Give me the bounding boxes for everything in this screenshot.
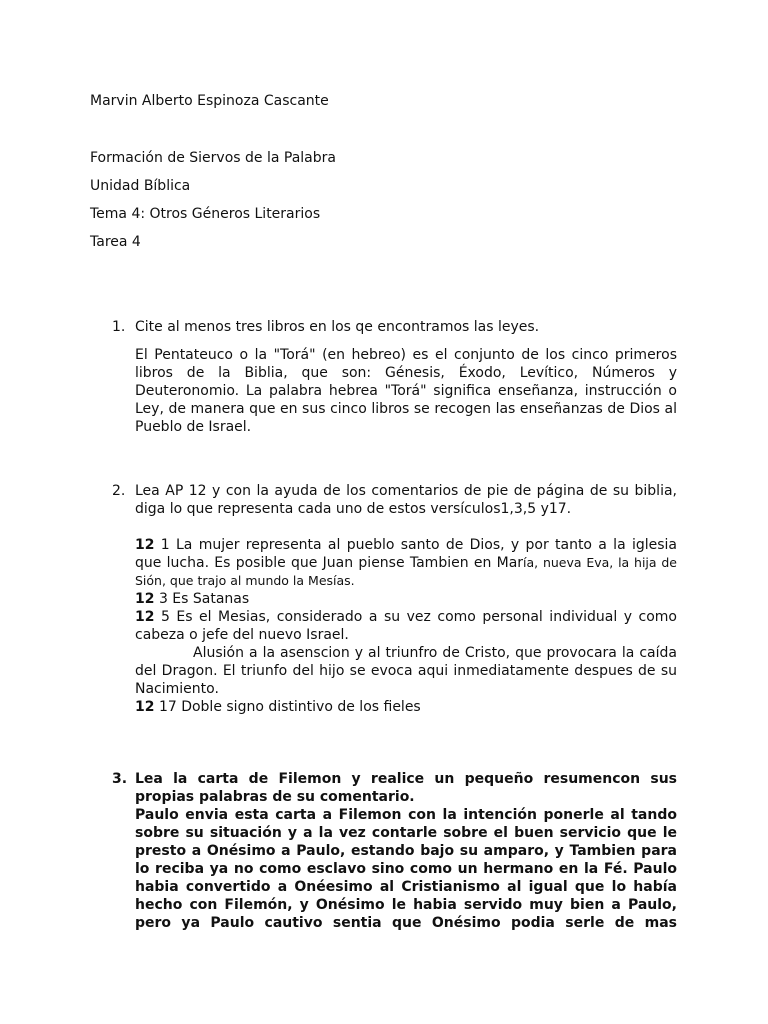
question-3: Lea la carta de Filemon y realice un pequeño resumencon sus propias palabras de su comentario. xyxy=(135,771,677,805)
question-2: Lea AP 12 y con la ayuda de los comentarios de pie de página de su biblia, diga lo que representa cada uno de estos versículos1,3,5 y17. xyxy=(135,483,677,517)
verse-1-text: 1 La mujer representa al pueblo santo de Dios, y por tanto a la iglesia que lucha. Es posible que Juan piense Tambien en Mar xyxy=(135,537,678,571)
item-number: 2. xyxy=(112,483,126,499)
course-title: Formación de Siervos de la Palabra xyxy=(90,150,336,166)
item-number: 1. xyxy=(112,319,126,335)
answer-3: Paulo envia esta carta a Filemon con la intención ponerle al tando sobre su situación y a la vez contarle sobre el buen servicio que le presto a Onésimo a Paulo, estando bajo su amparo, y Tambien para lo reciba ya no como esclavo sino como un hermano en la Fé. Paulo habia convertido a Onéesimo al Cristianismo al igual que lo había hecho con Filemón, y Onésimo le habia servido muy bien a Paulo, pero ya Paulo cautivo sentia que Onésimo podia serle de mas xyxy=(135,807,677,931)
verse-1-small-text: ía, nueva Eva, la hija de Sión, que trajo al mundo la Mesías. xyxy=(135,555,677,588)
verse-5-note xyxy=(135,608,677,644)
verse-3-note xyxy=(135,590,677,608)
verse-5-text: 5 Es el Mesias, considerado a su vez como personal individual y como cabeza o jefe del nuevo Israel. xyxy=(135,609,678,643)
verse-17-text: 17 Doble signo distintivo de los fieles xyxy=(158,699,421,715)
topic-title: Tema 4: Otros Géneros Literarios xyxy=(90,206,321,222)
verse-5-extra: Alusión a la asenscion y al triunfro de Cristo, que provocara la caída del Dragon. El triunfo del hijo se evoca aqui inmediatamente despues de su Nacimiento. xyxy=(135,645,677,697)
author-name: Marvin Alberto Espinoza Cascante xyxy=(90,93,329,109)
answer-1: El Pentateuco o la "Torá" (en hebreo) es el conjunto de los cinco primeros libros de la Biblia, que son: Génesis, Éxodo, Levítico, Números y Deuteronomio. La palabra hebrea "Torá" significa enseñanza, instrucción o Ley, de manera que en sus cinco libros se recogen las enseñanzas de Dios al Pueblo de Israel. xyxy=(135,347,677,435)
list-item-1 xyxy=(112,318,677,436)
list-item-2 xyxy=(112,482,677,716)
verse-ref: 12 xyxy=(135,609,155,625)
verse-17-note xyxy=(135,698,677,716)
question-1: Cite al menos tres libros en los qe encontramos las leyes. xyxy=(135,319,540,335)
task-title: Tarea 4 xyxy=(90,234,141,250)
list-item-3 xyxy=(112,770,677,932)
verse-3-text: 3 Es Satanas xyxy=(158,591,250,607)
unit-title: Unidad Bíblica xyxy=(90,178,191,194)
verse-ref: 12 xyxy=(135,591,155,607)
item-number: 3. xyxy=(112,771,128,787)
verse-1-note xyxy=(135,536,677,590)
verse-ref: 12 xyxy=(135,699,155,715)
verse-ref: 12 xyxy=(135,537,155,553)
